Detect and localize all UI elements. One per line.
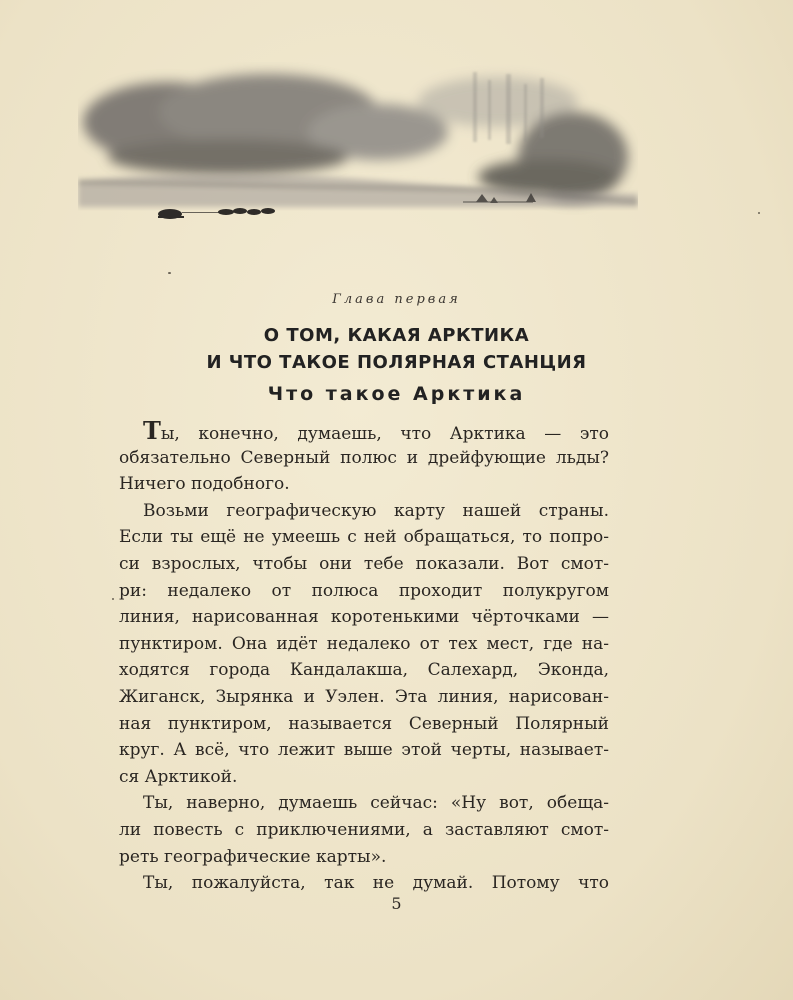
- text-line: реть географические карты».: [119, 846, 387, 867]
- text-line: си взрослых, чтобы они тебе показали. Вот смот-: [119, 553, 609, 574]
- text-line: ри: недалеко от полюса проходит полукругом: [119, 580, 609, 601]
- text-line: обязательно Северный полюс и дрейфующие льды?: [119, 447, 609, 468]
- text-line: круг. А всё, что лежит выше этой черты, называет-: [119, 740, 609, 761]
- chapter-label: Глава первая: [332, 292, 461, 307]
- body-text: [119, 418, 609, 897]
- text-line: линия, нарисованная коротенькими чёрточками —: [119, 607, 609, 628]
- paper-speck: [112, 598, 114, 600]
- paper-speck: [168, 272, 171, 274]
- text-line: пунктиром. Она идёт недалеко от тех мест, где на-: [119, 633, 609, 654]
- page-number: 5: [391, 894, 402, 913]
- arctic-landscape-illustration: [78, 62, 638, 282]
- text-line: ная пунктиром, называется Северный Полярный: [119, 713, 609, 734]
- text-line: ся Арктикой.: [119, 766, 238, 787]
- chapter-title-line: И ЧТО ТАКОЕ ПОЛЯРНАЯ СТАНЦИЯ: [206, 352, 587, 373]
- text-line: [119, 418, 609, 445]
- text-line: Жиганск, Зырянка и Уэлен. Эта линия, нарисован-: [119, 686, 609, 707]
- chapter-title: [0, 322, 793, 376]
- text-line: ли повесть с приключениями, а заставляют смот-: [119, 819, 609, 840]
- text-line: Ты, наверно, думаешь сейчас: «Ну вот, обеща-: [143, 793, 609, 814]
- text-line: Ты, пожалуйста, так не думай. Потому что: [143, 873, 609, 894]
- chapter-title-line: О ТОМ, КАКАЯ АРКТИКА: [263, 325, 530, 346]
- dog-sled: [158, 208, 275, 219]
- text-line: Если ты ещё не умеешь с ней обращаться, то попро-: [119, 527, 609, 548]
- text-line-content: ы, конечно, думаешь, что Арктика — это: [160, 424, 609, 444]
- section-title: Что такое Арктика: [267, 383, 526, 405]
- text-line: Ничего подобного.: [119, 474, 290, 495]
- text-line: ходятся города Кандалакша, Салехард, Эконда,: [119, 660, 609, 681]
- text-line: Возьми географическую карту нашей страны.: [143, 500, 609, 521]
- paper-speck: [758, 212, 760, 214]
- drop-cap: Т: [143, 416, 161, 445]
